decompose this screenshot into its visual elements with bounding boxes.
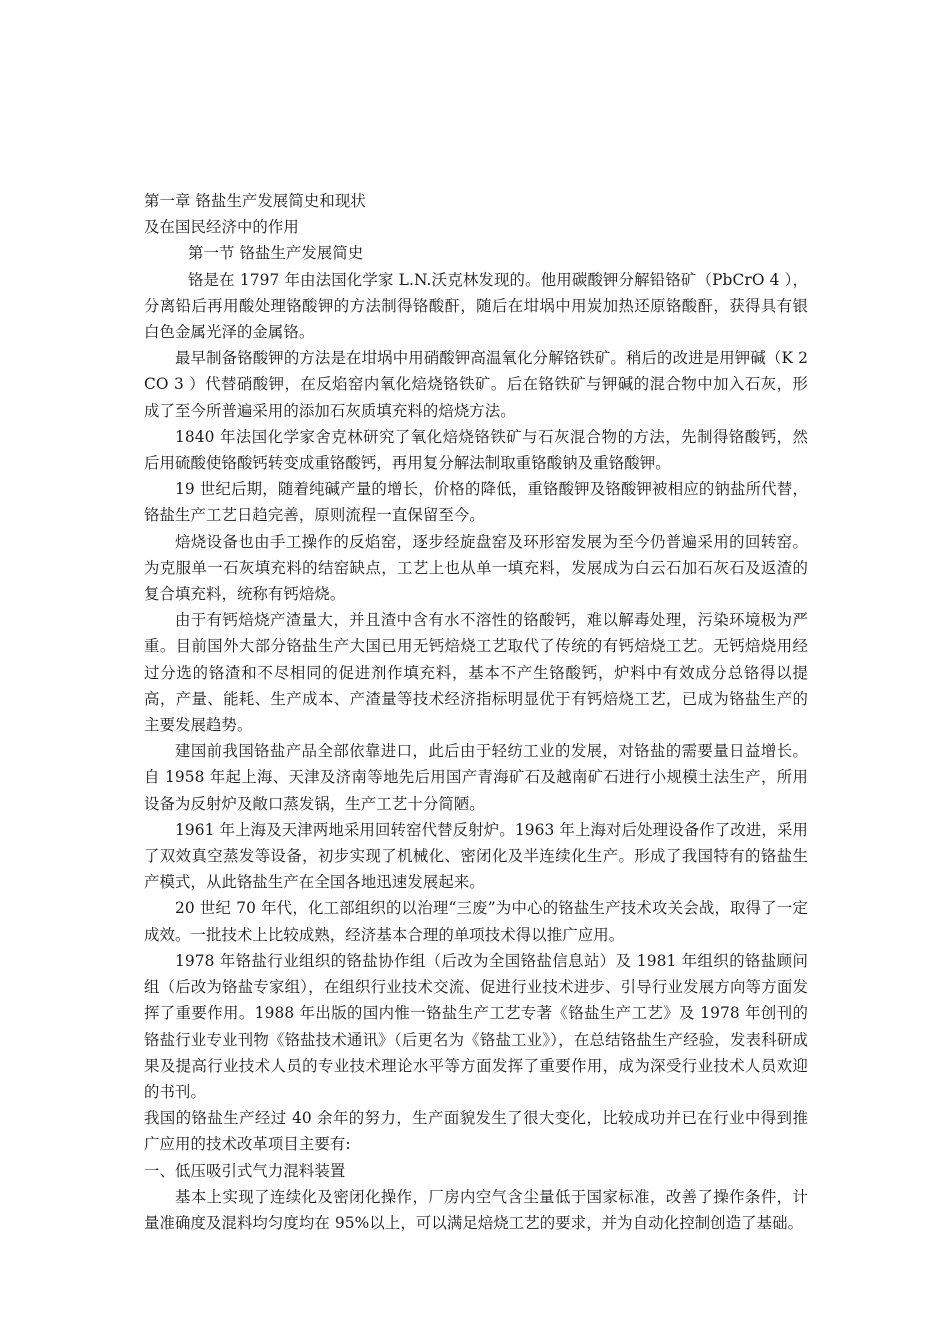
paragraph-reform-summary: 我国的铬盐生产经过 40 余年的努力，生产面貌发生了很大变化，比较成功并已在行业中得到推广应用的技术改革项目主要有: bbox=[144, 1109, 808, 1154]
paragraph-1961: 1961 年上海及天津两地采用回转窑代替反射炉。1963 年上海对后处理设备作了改进，采用了双效真空蒸发等设备，初步实现了机械化、密闭化及半连续化生产。形成了我国特有的铬盐生产模式，从此铬盐生产在全国各地迅速发展起来。 bbox=[144, 820, 808, 892]
chapter-title-line2: 及在国民经济中的作用 bbox=[144, 218, 299, 237]
paragraph-discovery: 铬是在 1797 年由法国化学家 L.N.沃克林发现的。他用碳酸钾分解铅铬矿（PbCrO 4 ），分离铅后再用酸处理铬酸钾的方法制得铬酸酐，随后在坩埚中用炭加热还原铬酸酐，获得具有银白色金属光泽的金属铬。 bbox=[144, 270, 808, 342]
paragraph-1970s: 20 世纪 70 年代，化工部组织的以治理“三废”为中心的铬盐生产技术攻关会战，取得了一定成效。一批技术上比较成熟，经济基本合理的单项技术得以推广应用。 bbox=[144, 899, 808, 944]
heading-item-1: 一、低压吸引式气力混料装置 bbox=[144, 1161, 346, 1180]
paragraph-early-method: 最早制备铬酸钾的方法是在坩埚中用硝酸钾高温氧化分解铬铁矿。稍后的改进是用钾碱（K 2 CO 3 ）代替硝酸钾，在反焰窑内氧化焙烧铬铁矿。后在铬铁矿与钾碱的混合物中加入石灰，形成了至今所普遍采用的添加石灰质填充料的焙烧方法。 bbox=[144, 349, 808, 420]
paragraph-calcium-roasting: 由于有钙焙烧产渣量大，并且渣中含有水不溶性的铬酸钙，难以解毒处理，污染环境极为严重。目前国外大部分铬盐生产大国已用无钙焙烧工艺取代了传统的有钙焙烧工艺。无钙焙烧用经过分选的铬渣和不尽相同的促进剂作填充料，基本不产生铬酸钙，炉料中有效成分总铬得以提高，产量、能耗、生产成本、产渣量等技术经济指标明显优于有钙焙烧工艺，已成为铬盐生产的主要发展趋势。 bbox=[144, 611, 808, 735]
paragraph-mixing-device: 基本上实现了连续化及密闭化操作，厂房内空气含尘量低于国家标准，改善了操作条件，计量准确度及混料均匀度均在 95%以上，可以满足焙烧工艺的要求，并为自动化控制创造了基础。 bbox=[144, 1187, 808, 1232]
chapter-title-line1: 第一章 铬盐生产发展简史和现状 bbox=[144, 192, 366, 210]
paragraph-19th-century: 19 世纪后期，随着纯碱产量的增长，价格的降低，重铬酸钾及铬酸钾被相应的钠盐所代替，铬盐生产工艺日趋完善，原则流程一直保留至今。 bbox=[144, 480, 808, 525]
paragraph-1978: 1978 年铬盐行业组织的铬盐协作组（后改为全国铬盐信息站）及 1981 年组织的铬盐顾问组（后改为铬盐专家组），在组织行业技术交流、促进行业技术进步、引导行业发展方向等方面发挥了重要作用。1988 年出版的国内惟一铬盐生产工艺专著《铬盐生产工艺》及 1978 年创刊的铬盐行业专业刊物《铬盐技术通讯》（后更名为《铬盐工业》），在总结铬盐生产经验，发表科研成果及提高行业技术人员的专业技术理论水平等方面发挥了重要作用，成为深受行业技术人员欢迎的书刊。 bbox=[144, 951, 808, 1101]
document-body bbox=[144, 188, 808, 1236]
paragraph-pre-founding: 建国前我国铬盐产品全部依靠进口，此后由于轻纺工业的发展，对铬盐的需要量日益增长。自 1958 年起上海、天津及济南等地先后用国产青海矿石及越南矿石进行小规模土法生产，所用设备为反射炉及敞口蒸发锅，生产工艺十分简陋。 bbox=[144, 742, 808, 813]
paragraph-1840: 1840 年法国化学家舍克林研究了氧化焙烧铬铁矿与石灰混合物的方法，先制得铬酸钙，然后用硫酸使铬酸钙转变成重铬酸钙，再用复分解法制取重铬酸钠及重铬酸钾。 bbox=[144, 427, 808, 473]
paragraph-roasting-equipment: 焙烧设备也由手工操作的反焰窑，逐步经旋盘窑及环形窑发展为至今仍普遍采用的回转窑。为克服单一石灰填充料的结窑缺点，工艺上也从单一填充料，发展成为白云石加石灰石及返渣的复合填充料，统称有钙焙烧。 bbox=[144, 532, 808, 604]
section-title: 第一节 铬盐生产发展简史 bbox=[188, 244, 364, 263]
